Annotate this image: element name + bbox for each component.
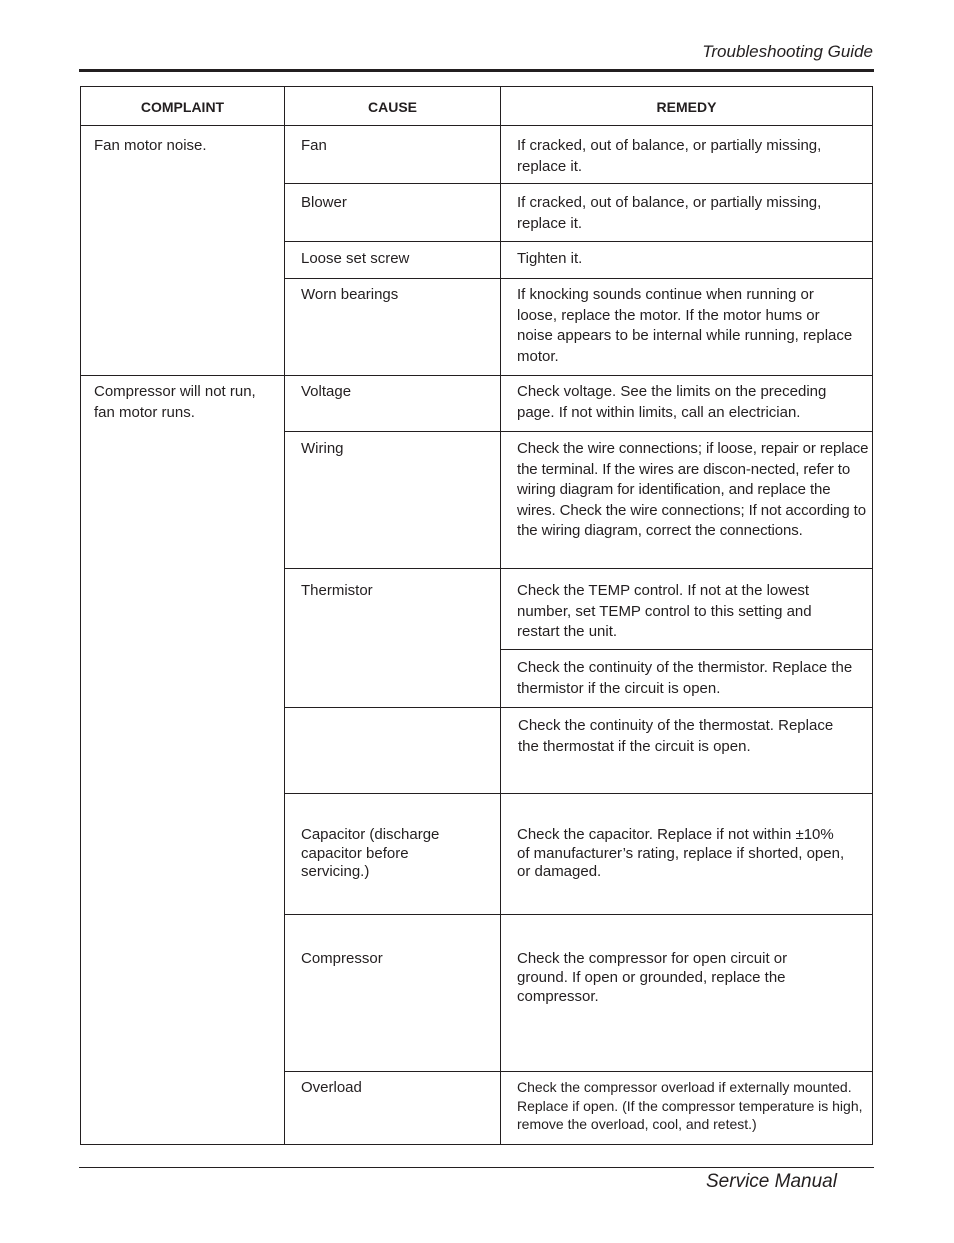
complaint-cell: Fan motor noise. (94, 137, 207, 154)
complaint-cell: Compressor will not run, fan motor runs. (94, 383, 256, 421)
remedy-cell: Check voltage. See the limits on the preceding page. If not within limits, call an electrician. (517, 383, 827, 421)
row-divider (285, 1071, 872, 1072)
cause-cell: Fan (301, 137, 327, 154)
remedy-cell: Check the capacitor. Replace if not within ±10% of manufacturer’s rating, replace if shorted, open, or damaged. (517, 826, 845, 880)
row-divider (285, 241, 872, 242)
remedy-cell: Check the TEMP control. If not at the lowest number, set TEMP control to this setting and restart the unit. (517, 582, 812, 640)
remedy-cell: If cracked, out of balance, or partially missing, replace it. (517, 137, 822, 175)
row-divider (285, 914, 872, 915)
row-divider (285, 278, 872, 279)
row-divider (285, 568, 872, 569)
remedy-cell: If cracked, out of balance, or partially missing, replace it. (517, 194, 822, 232)
column-divider (284, 87, 285, 1144)
remedy-cell: Check the continuity of the thermistor. Replace the thermistor if the circuit is open. (517, 659, 853, 697)
remedy-cell: Check the compressor for open circuit or ground. If open or grounded, replace the compressor. (517, 950, 788, 1005)
remedy-cell: Check the continuity of the thermostat. Replace the thermostat if the circuit is open. (518, 717, 834, 755)
column-divider (500, 87, 501, 1144)
row-divider (81, 375, 872, 376)
column-header-remedy: REMEDY (656, 99, 717, 115)
cause-cell: Compressor (301, 950, 383, 967)
row-divider (285, 183, 872, 184)
page-header-title: Troubleshooting Guide (702, 42, 873, 61)
remedy-cell: If knocking sounds continue when running or loose, replace the motor. If the motor hums or noise appears to be internal while running, replace motor. (517, 286, 853, 365)
row-divider (81, 125, 872, 126)
cause-cell: Loose set screw (301, 250, 410, 267)
row-divider (285, 431, 872, 432)
cause-cell: Voltage (301, 383, 352, 400)
cause-cell: Overload (301, 1079, 362, 1096)
page-footer-title: Service Manual (706, 1171, 837, 1192)
remedy-cell: Tighten it. (517, 250, 583, 267)
cause-cell: Blower (301, 194, 347, 211)
header-divider (79, 69, 874, 72)
remedy-cell: Check the compressor overload if externally mounted. Replace if open. (If the compressor temperature is high, remove the overload, cool, and retest.) (517, 1079, 863, 1132)
cause-cell: Capacitor (discharge capacitor before servicing.) (301, 826, 440, 880)
footer-divider (79, 1167, 874, 1168)
cause-cell: Wiring (301, 440, 344, 457)
row-divider (285, 707, 872, 708)
troubleshooting-table (80, 86, 873, 1145)
column-header-cause: CAUSE (367, 99, 417, 115)
cause-cell: Thermistor (301, 582, 373, 599)
row-divider (285, 793, 872, 794)
cause-cell: Worn bearings (301, 286, 399, 303)
row-divider (501, 649, 872, 650)
remedy-cell: Check the wire connections; if loose, repair or replace the terminal. If the wires are discon-nected, refer to wiring diagram for identification, and replace the wires. Check the wire connections; If not according to the wiring diagram, correct the connections. (517, 440, 869, 539)
column-header-complaint: COMPLAINT (140, 99, 225, 115)
